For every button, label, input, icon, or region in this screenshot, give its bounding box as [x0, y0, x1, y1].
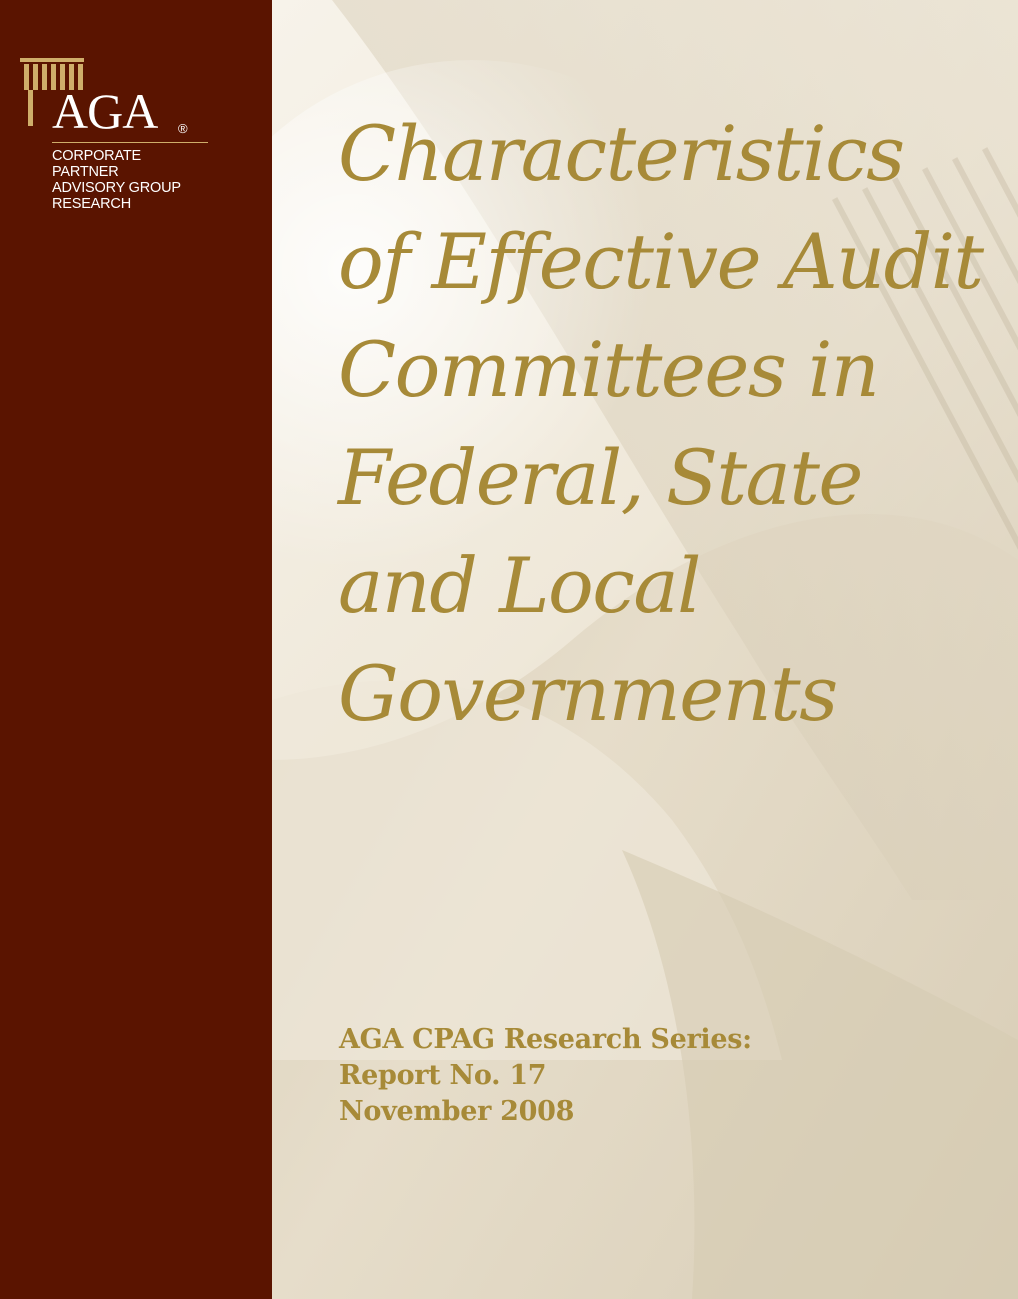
logo-line-partner: PARTNER — [52, 164, 119, 180]
logo-divider — [52, 142, 208, 143]
logo-tagline — [52, 148, 181, 212]
title-line-4: Federal, State — [338, 433, 862, 522]
title-line-6: Governments — [338, 649, 837, 738]
title-line-5: and Local — [338, 541, 700, 630]
aga-logo — [20, 52, 260, 222]
title-line-2: of Effective Audit — [338, 217, 983, 306]
logo-wordmark: AGA — [52, 83, 158, 139]
logo-line-corporate: CORPORATE — [52, 148, 141, 164]
logo-line-research: RESEARCH — [52, 196, 131, 212]
registered-mark: ® — [178, 121, 188, 136]
report-date: November 2008 — [339, 1096, 575, 1127]
logo-line-advisory-group: ADVISORY GROUP — [52, 180, 181, 196]
series-name: AGA CPAG Research Series: — [339, 1024, 752, 1055]
title-line-3: Committees in — [338, 325, 879, 414]
report-number: Report No. 17 — [339, 1060, 547, 1091]
report-title — [338, 100, 1008, 748]
title-line-1: Characteristics — [338, 109, 904, 198]
maroon-sidebar — [0, 0, 272, 1299]
series-info — [339, 1022, 752, 1130]
